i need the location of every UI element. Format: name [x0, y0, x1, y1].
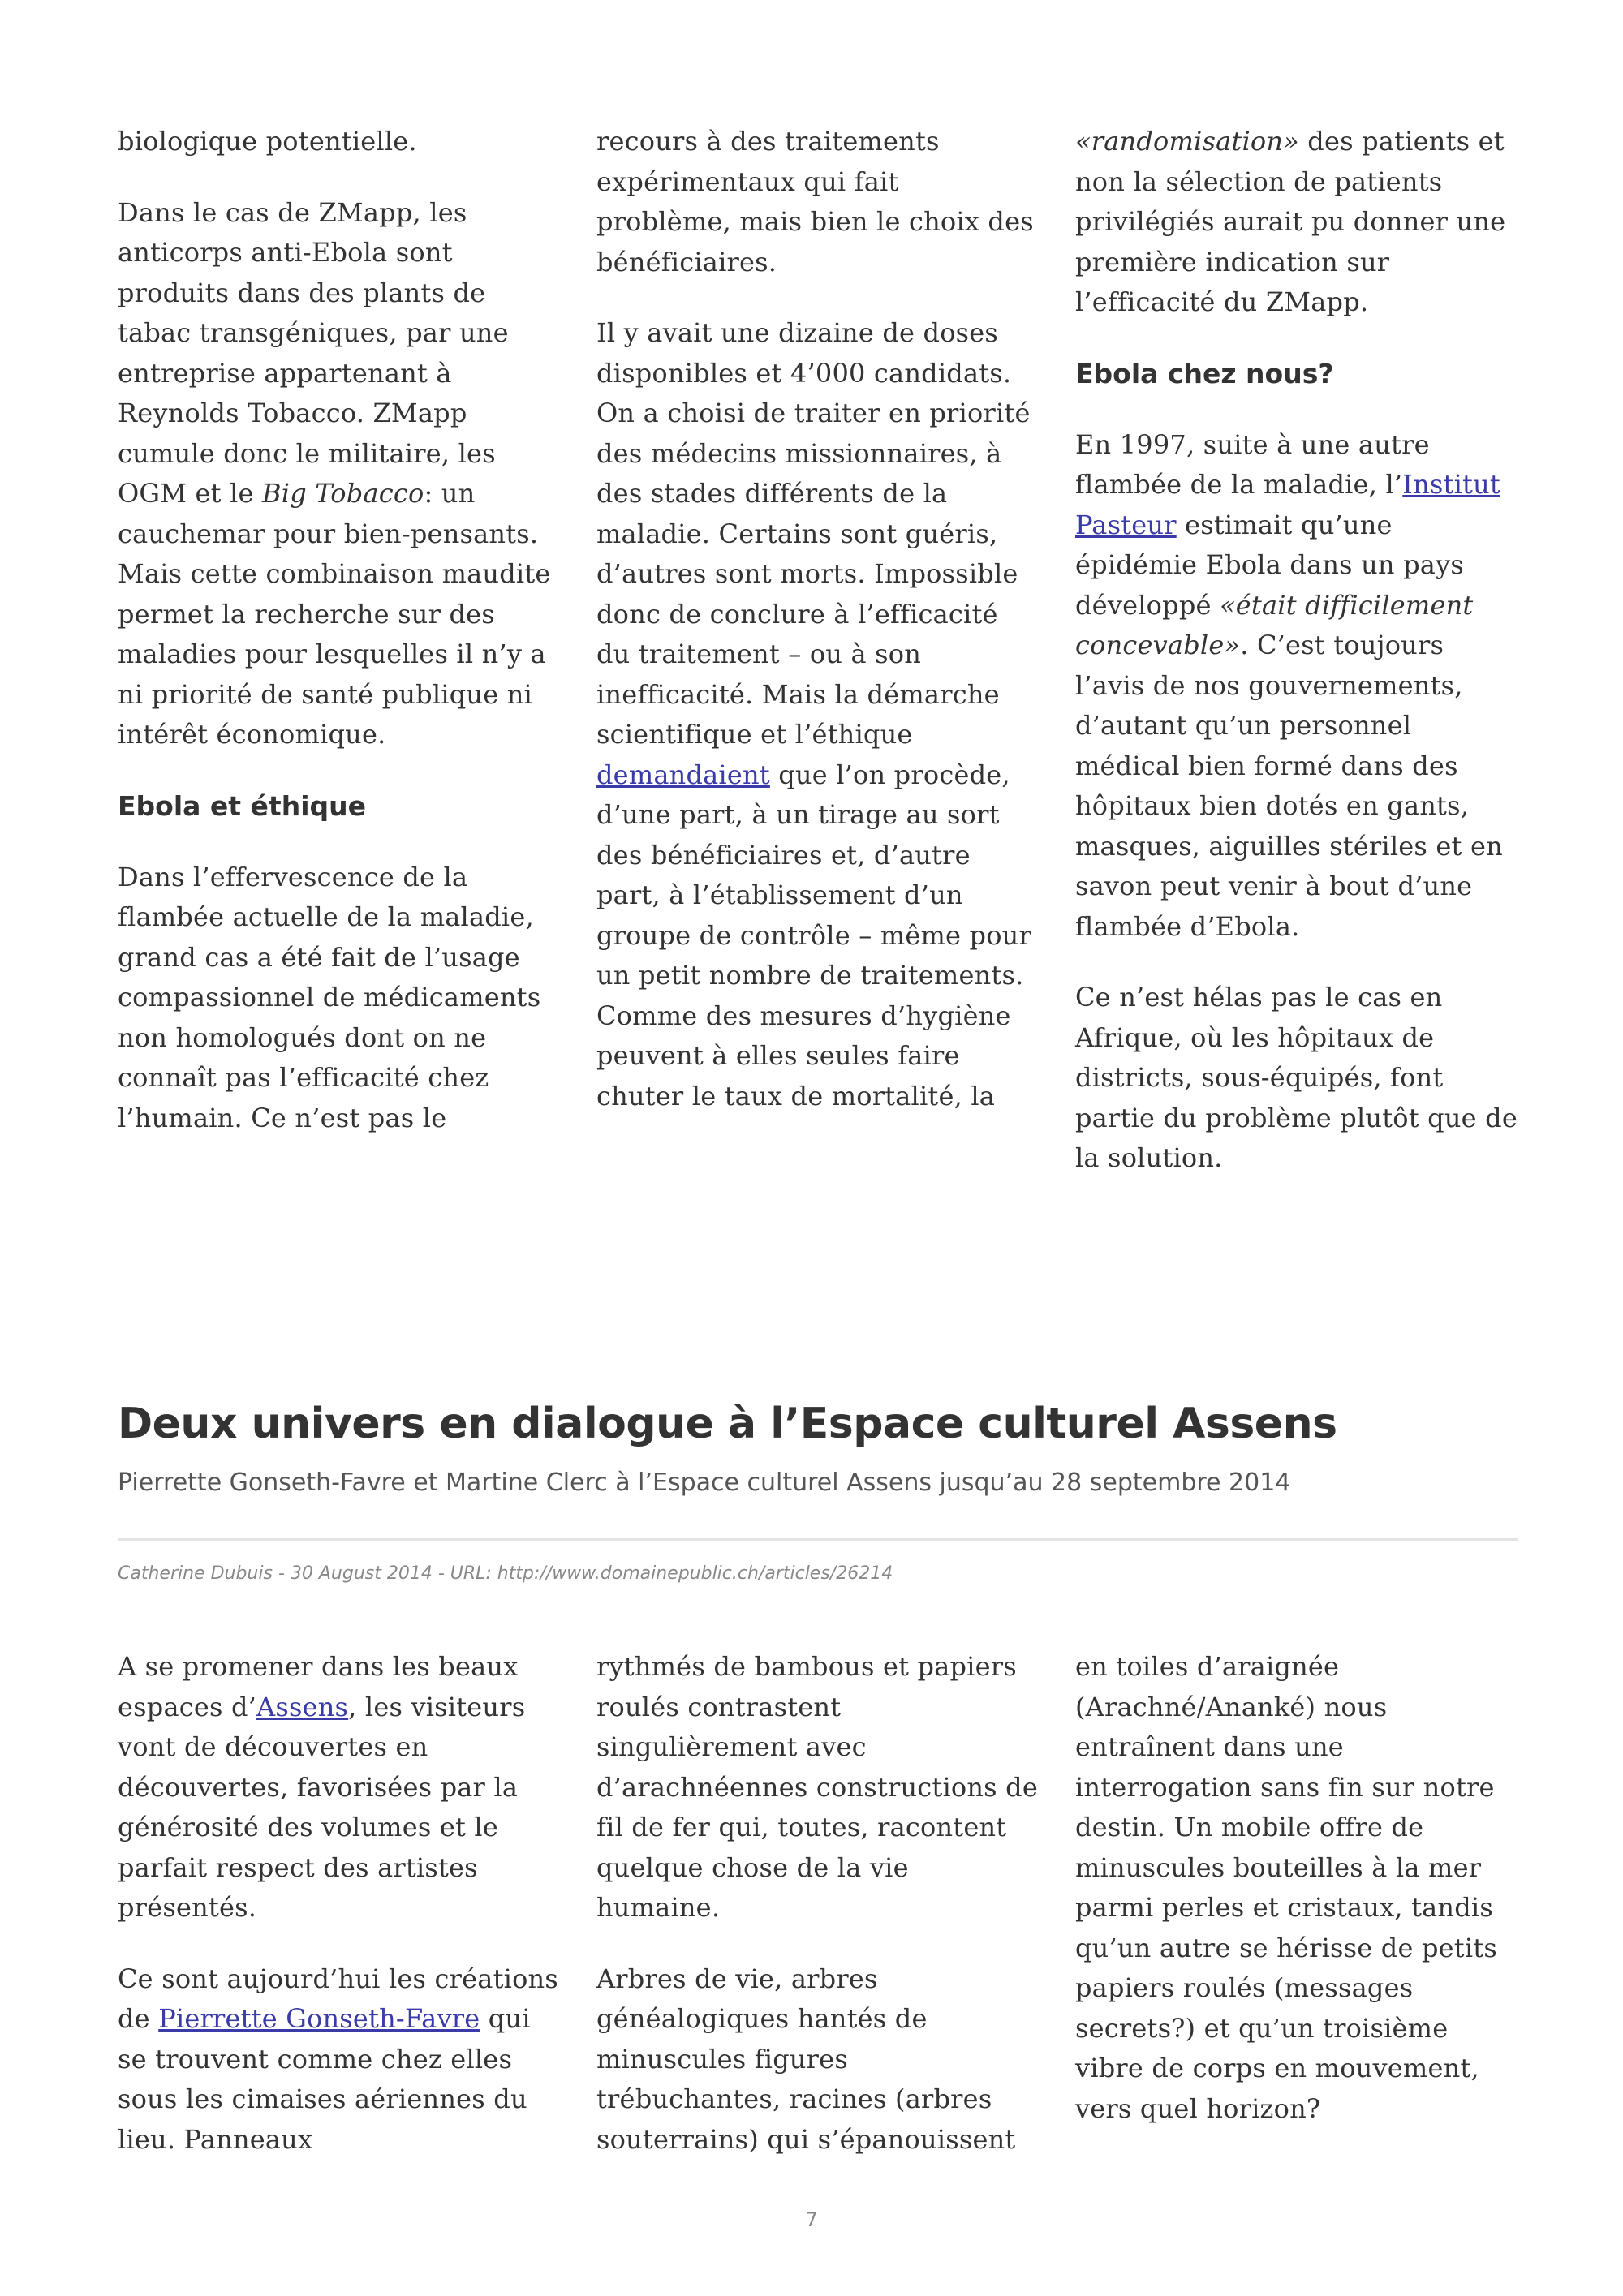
paragraph: Ce sont aujourd’hui les créations de Pierrette Gonseth-Favre qui se trouvent comme chez elles sous les cimaises aériennes du lieu. Panneaux: [118, 1963, 558, 2155]
emphasis: Big Tobacco: [262, 478, 424, 509]
paragraph: en toiles d’araignée (Arachné/Ananké) nous entraînent dans une interrogation sans fin sur notre destin. Un mobile offre de minuscules bouteilles à la mer parmi perles et cristaux, tandis qu’un autre se hérisse de petits papiers roulés (messages secrets?) et qu’un troisième vibre de corps en mouvement, vers quel horizon?: [1075, 1651, 1497, 2124]
column-2: [596, 1647, 1039, 2160]
paragraph: Comme des mesures d’hygiène peuvent à elles seules faire chuter le taux de mortalité, la: [596, 1000, 1011, 1111]
paragraph: Dans l’effervescence de la flambée actuelle de la maladie, grand cas a été fait de l’usage compassionnel de médicaments non homologués dont on ne connaît pas l’efficacité chez l’humain. Ce n’est pas le: [118, 861, 541, 1133]
paragraph: recours à des traitements expérimentaux qui fait problème, mais bien le choix des bénéficiaires.: [596, 126, 1034, 277]
column-3: [1075, 1647, 1518, 2160]
emphasis: «était difficilement concevable»: [1075, 589, 1474, 660]
paragraph: En 1997, suite à une autre flambée de la maladie, l’Institut Pasteur estimait qu’une épidémie Ebola dans un pays développé «était difficilement concevable». C’est toujours l’avis de nos gouvernements, d’autant qu’un personnel médical bien formé dans des hôpitaux bien dotés en gants, masques, aiguilles stériles et en savon peut venir à bout d’une flambée d’Ebola.: [1075, 428, 1503, 942]
top-article-columns: [118, 122, 1518, 1179]
link-pierrette-gonseth-favre[interactable]: Pierrette Gonseth-Favre: [158, 2003, 480, 2034]
section-heading: Ebola et éthique: [118, 789, 367, 822]
link-demandaient[interactable]: demandaient: [596, 759, 770, 790]
link-institut-pasteur[interactable]: Institut Pasteur: [1075, 469, 1500, 540]
paragraph: Ce n’est hélas pas le cas en Afrique, où les hôpitaux de districts, sous-équipés, font partie du problème plutôt que de la solution.: [1075, 982, 1518, 1173]
paragraph: «randomisation» des patients et non la sélection de patients privilégiés aurait pu donner une première indication sur l’efficacité du ZMapp.: [1075, 126, 1506, 317]
emphasis: «randomisation»: [1075, 126, 1299, 157]
paragraph: Arbres de vie, arbres généalogiques hantés de minuscules figures trébuchantes, racines (arbres souterrains) qui s’épanouissent: [596, 1963, 1016, 2155]
column-3: [1075, 122, 1518, 1179]
paragraph: Dans le cas de ZMapp, les anticorps anti-Ebola sont produits dans des plants de tabac transgéniques, par une entreprise appartenant à Reynolds Tobacco. ZMapp cumule donc le militaire, les OGM et le Big Tobacco: un cauchemar pour bien-pensants. Mais cette combinaison maudite permet la recherche sur des maladies pour lesquelles il n’y a ni priorité de santé publique ni intérêt économique.: [118, 196, 551, 750]
paragraph: Il y avait une dizaine de doses disponibles et 4’000 candidats. On a choisi de traiter en priorité des médecins missionnaires, à des stades différents de la maladie. Certains sont guéris, d’autres sont morts. Impossible donc de conclure à l’efficacité du traitement – ou à son inefficacité. Mais la démarche scientifique et l’éthique demandaient que l’on procède, d’une part, à un tirage au sort des bénéficiaires et, d’autre part, à l’établissement d’un groupe de contrôle – même pour un petit nombre de traitements.: [596, 317, 1031, 991]
article-meta: Catherine Dubuis - 30 August 2014 - URL: http://www.domainepublic.ch/articles/26214: [118, 1563, 893, 1584]
article-title: Deux univers en dialogue à l’Espace culturel Assens: [118, 1400, 1337, 1448]
page-number: 7: [805, 2208, 818, 2231]
paragraph: biologique potentielle.: [118, 126, 417, 157]
divider: [118, 1538, 1518, 1541]
section-heading: Ebola chez nous?: [1075, 357, 1334, 389]
article-subtitle: Pierrette Gonseth-Favre et Martine Clerc à l’Espace culturel Assens jusqu’au 28 septembre 2014: [118, 1468, 1291, 1497]
link-assens[interactable]: Assens: [256, 1691, 349, 1722]
column-1: [118, 1647, 560, 2160]
paragraph: A se promener dans les beaux espaces d’Assens, les visiteurs vont de découvertes en découvertes, favorisées par la générosité des volumes et le parfait respect des artistes présentés.: [118, 1651, 526, 1923]
column-1: [118, 122, 560, 1179]
bottom-article-columns: [118, 1647, 1518, 2160]
paragraph: rythmés de bambous et papiers roulés contrastent singulièrement avec d’arachnéennes constructions de fil de fer qui, toutes, racontent quelque chose de la vie humaine.: [596, 1651, 1038, 1923]
column-2: [596, 122, 1039, 1179]
